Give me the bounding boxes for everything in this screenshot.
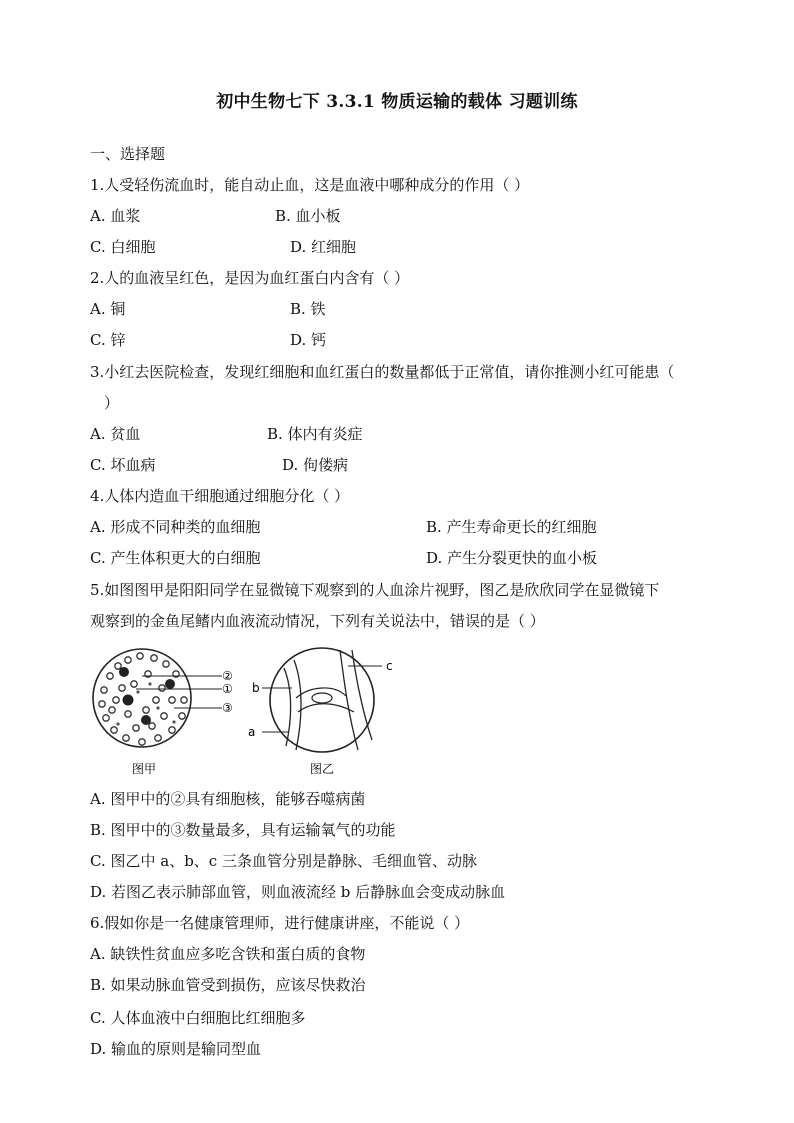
question-3-option-c: C. 坏血病 [90, 456, 156, 474]
question-1-option-d: D. 红细胞 [290, 238, 357, 256]
question-4-option-d: D. 产生分裂更快的血小板 [426, 549, 598, 567]
question-5-stem-line2: 观察到的金鱼尾鳍内血液流动情况，下列有关说法中，错误的是（ ） [90, 612, 545, 630]
marker-2: ② [222, 669, 233, 683]
question-6-option-a: A. 缺铁性贫血应多吃含铁和蛋白质的食物 [90, 945, 366, 963]
section-heading: 一、选择题 [90, 145, 166, 163]
marker-1: ① [222, 682, 233, 696]
label-c: c [386, 659, 393, 673]
question-5-figure [88, 640, 408, 780]
fig-left-caption: 图甲 [132, 762, 157, 776]
question-1-option-b: B. 血小板 [275, 207, 341, 225]
question-3-stem-end: ） [104, 394, 120, 412]
page-title: 初中生物七下 3.3.1 物质运输的载体 习题训练 [216, 92, 578, 112]
label-a: a [248, 725, 256, 739]
question-6-stem: 6.假如你是一名健康管理师，进行健康讲座，不能说（ ） [90, 914, 470, 932]
question-1-option-c: C. 白细胞 [90, 238, 156, 256]
question-3-option-d: D. 佝偻病 [282, 456, 349, 474]
question-2-option-c: C. 锌 [90, 331, 126, 349]
question-2-stem: 2.人的血液呈红色，是因为血红蛋白内含有（ ） [90, 269, 410, 287]
question-1-stem: 1.人受轻伤流血时，能自动止血，这是血液中哪种成分的作用（ ） [90, 176, 530, 194]
question-4-option-b: B. 产生寿命更长的红细胞 [426, 518, 597, 536]
question-3-option-b: B. 体内有炎症 [267, 425, 363, 443]
question-1-option-a: A. 血浆 [90, 207, 141, 225]
marker-3: ③ [222, 701, 233, 715]
question-5-option-d: D. 若图乙表示肺部血管，则血液流经 b 后静脉血会变成动脉血 [90, 883, 506, 901]
question-4-option-c: C. 产生体积更大的白细胞 [90, 549, 261, 567]
question-5-option-c: C. 图乙中 a、b、c 三条血管分别是静脉、毛细血管、动脉 [90, 852, 477, 870]
question-5-stem: 5.如图图甲是阳阳同学在显微镜下观察到的人血涂片视野，图乙是欣欣同学在显微镜下 [90, 581, 660, 599]
question-3-stem: 3.小红去医院检查，发现红细胞和血红蛋白的数量都低于正常值，请你推测小红可能患（ [90, 363, 675, 381]
question-5-option-b: B. 图甲中的③数量最多，具有运输氧气的功能 [90, 821, 396, 839]
question-3-option-a: A. 贫血 [90, 425, 141, 443]
fig-right-caption: 图乙 [310, 762, 335, 776]
question-2-option-b: B. 铁 [290, 300, 326, 318]
question-4-stem: 4.人体内造血干细胞通过细胞分化（ ） [90, 487, 350, 505]
question-6-option-d: D. 输血的原则是输同型血 [90, 1040, 262, 1058]
capillary-diagram [248, 648, 393, 776]
question-6-option-c: C. 人体血液中白细胞比红细胞多 [90, 1009, 306, 1027]
question-6-option-b: B. 如果动脉血管受到损伤，应该尽快救治 [90, 976, 366, 994]
label-b: b [252, 681, 260, 695]
question-2-option-d: D. 钙 [290, 331, 327, 349]
question-2-option-a: A. 铜 [90, 300, 126, 318]
question-4-option-a: A. 形成不同种类的血细胞 [90, 518, 261, 536]
question-5-option-a: A. 图甲中的②具有细胞核，能够吞噬病菌 [90, 790, 366, 808]
blood-smear-diagram [93, 649, 233, 776]
